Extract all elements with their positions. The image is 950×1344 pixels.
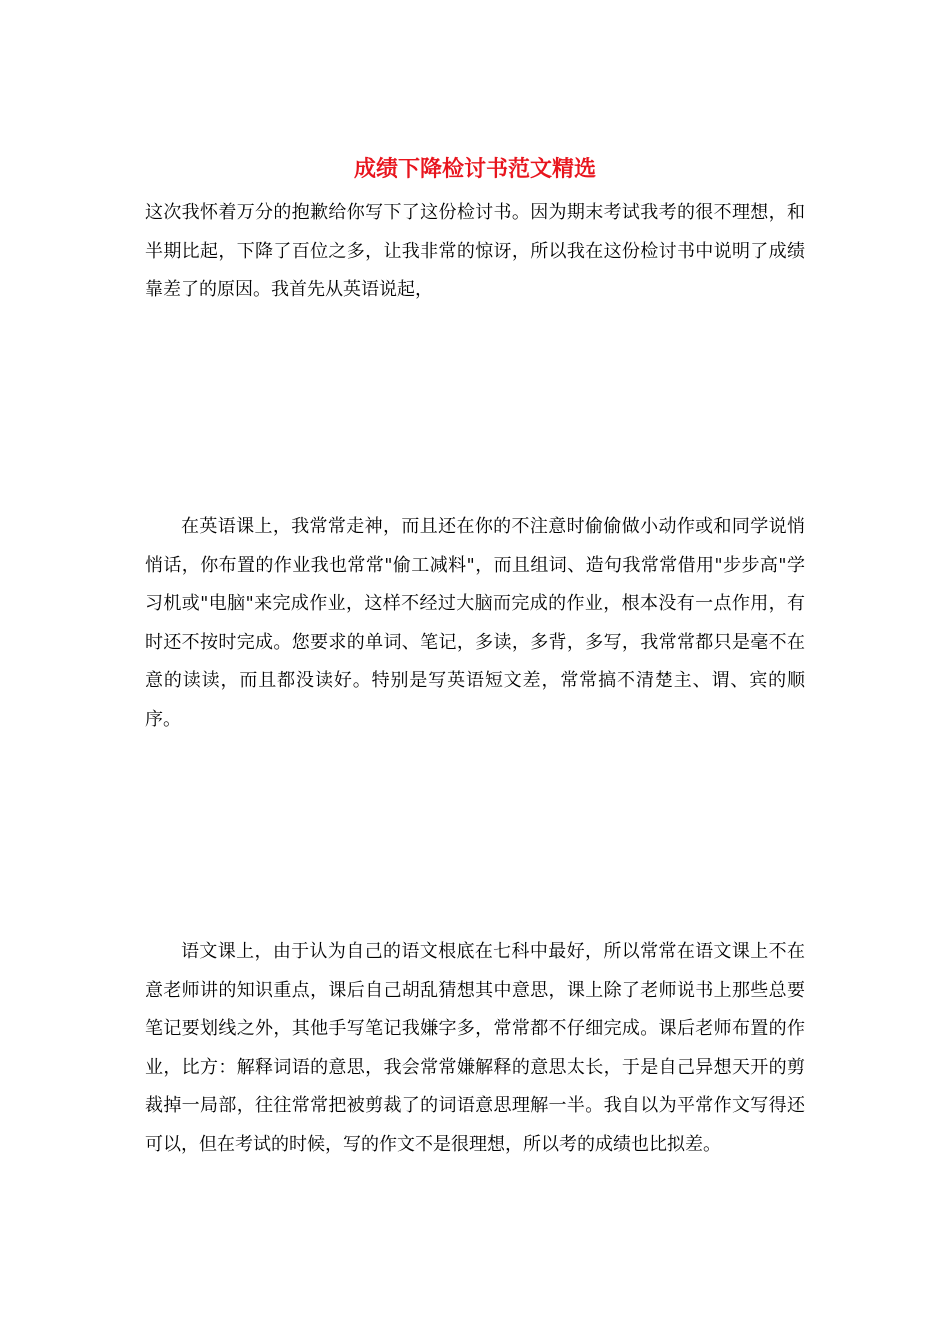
paragraph-english-class: 在英语课上，我常常走神，而且还在你的不注意时偷偷做小动作或和同学说悄悄话，你布置的作业我也常常"偷工减料"，而且组词、造句我常常借用"步步高"学习机或"电脑"来完成作业，这样不经过大脑而完成的作业，根本没有一点作用，有时还不按时完成。您要求的单词、笔记，多读，多背，多写，我常常都只是毫不在意的读读，而且都没读好。特别是写英语短文差，常常搞不清楚主、谓、宾的顺序。 <box>145 516 805 730</box>
paragraph-chinese-class: 语文课上，由于认为自己的语文根底在七科中最好，所以常常在语文课上不在意老师讲的知识重点，课后自己胡乱猜想其中意思，课上除了老师说书上那些总要笔记要划线之外，其他手写笔记我嫌字多，常常都不仔细完成。课后老师布置的作业，比方：解释词语的意思，我会常常嫌解释的意思太长，于是自己异想天开的剪裁掉一局部，往往常常把被剪裁了的词语意思理解一半。我自以为平常作文写得还可以，但在考试的时候，写的作文不是很理想，所以考的成绩也比拟差。 <box>145 941 805 1155</box>
paragraph-intro: 这次我怀着万分的抱歉给你写下了这份检讨书。因为期末考试我考的很不理想，和半期比起，下降了百位之多，让我非常的惊讶，所以我在这份检讨书中说明了成绩靠差了的原因。我首先从英语说起， <box>145 202 805 300</box>
document-title: 成绩下降检讨书范文精选 <box>353 156 596 182</box>
